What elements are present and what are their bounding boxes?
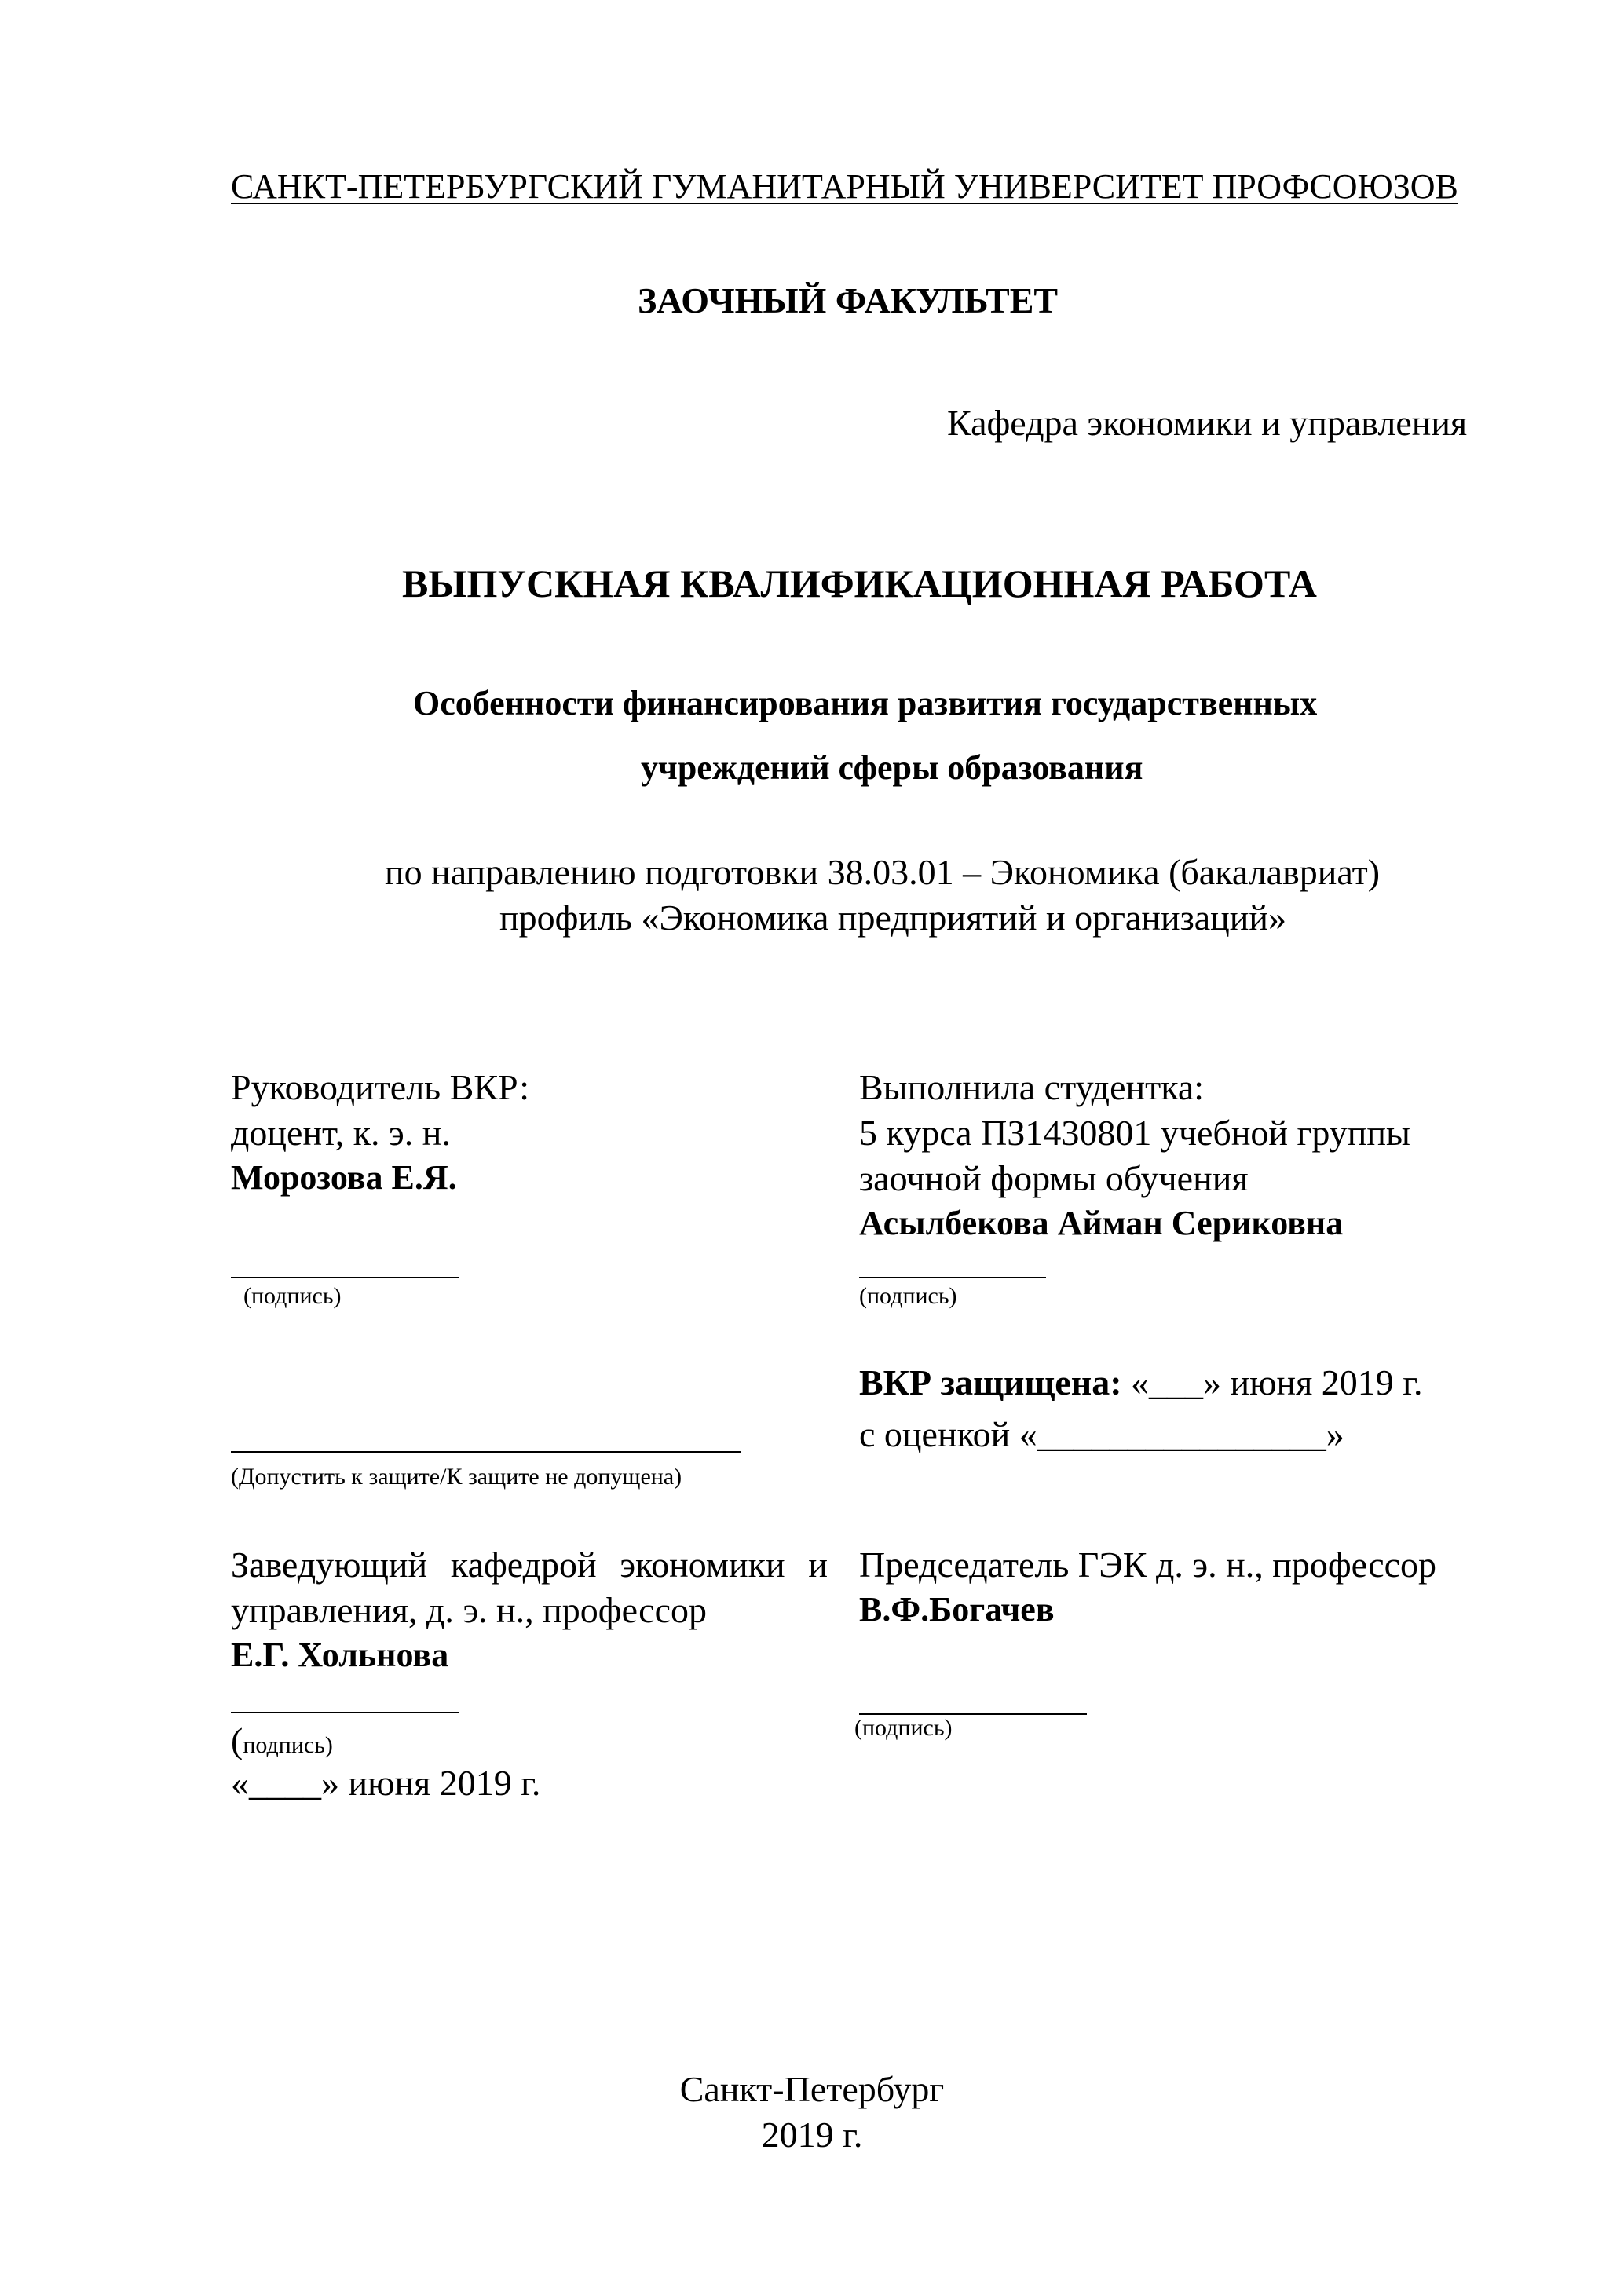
head-of-department-signature-caption: подпись)	[243, 1732, 333, 1758]
study-direction: по направлению подготовки 38.03.01 – Экономика (бакалавриат)	[385, 852, 1381, 892]
student-signature-caption: (подпись)	[859, 1283, 957, 1309]
student-role: Выполнила студентка:	[859, 1067, 1205, 1107]
student-group: 5 курса ПЗ1430801 учебной группы	[859, 1113, 1410, 1153]
supervisor-signature-caption: (подпись)	[243, 1283, 342, 1309]
head-of-department-signature-caption-wrap	[231, 1720, 333, 1760]
study-profile: профиль «Экономика предприятий и организаций»	[499, 898, 1287, 938]
admission-caption: (Допустить к защите/К защите не допущена)	[231, 1464, 682, 1490]
department-name: Кафедра экономики и управления	[947, 403, 1468, 443]
topic-line-2: учреждений сферы образования	[641, 748, 1143, 787]
work-type-heading: ВЫПУСКНАЯ КВАЛИФИКАЦИОННАЯ РАБОТА	[402, 561, 1317, 605]
supervisor-signature-line	[231, 1277, 459, 1278]
defense-status	[859, 1362, 1423, 1402]
faculty-name: ЗАОЧНЫЙ ФАКУЛЬТЕТ	[638, 280, 1059, 320]
chairman-name: В.Ф.Богачев	[859, 1590, 1055, 1629]
student-signature-line	[859, 1277, 1046, 1278]
head-of-department-line-2: управления, д. э. н., профессор	[231, 1590, 707, 1630]
defense-date: «___» июня 2019 г.	[1131, 1362, 1423, 1402]
footer-year: 2019 г.	[761, 2115, 863, 2155]
head-of-department-signature-line	[231, 1712, 459, 1713]
defense-grade: с оценкой «________________»	[859, 1414, 1344, 1454]
student-name: Асылбекова Айман Сериковна	[859, 1204, 1344, 1242]
head-of-department-date: «____» июня 2019 г.	[231, 1763, 541, 1803]
student-study-form: заочной формы обучения	[859, 1158, 1249, 1198]
admission-signature-line	[231, 1451, 741, 1453]
head-of-department-line-1: Заведующий кафедрой экономики и	[231, 1545, 828, 1585]
footer-city: Санкт-Петербург	[679, 2069, 945, 2109]
supervisor-title: доцент, к. э. н.	[231, 1113, 451, 1153]
signature-open-paren: (	[231, 1720, 243, 1760]
topic-line-1: Особенности финансирования развития государственных	[413, 684, 1318, 722]
university-name: САНКТ-ПЕТЕРБУРГСКИЙ ГУМАНИТАРНЫЙ УНИВЕРСИТЕТ ПРОФСОЮЗОВ	[231, 167, 1458, 206]
supervisor-name: Морозова Е.Я.	[231, 1158, 457, 1197]
head-of-department-name: Е.Г. Хольнова	[231, 1636, 449, 1674]
chairman-signature-caption: (подпись)	[854, 1715, 953, 1741]
defense-label: ВКР защищена:	[859, 1362, 1122, 1402]
supervisor-role: Руководитель ВКР:	[231, 1067, 530, 1107]
chairman-title: Председатель ГЭК д. э. н., профессор	[859, 1545, 1437, 1585]
